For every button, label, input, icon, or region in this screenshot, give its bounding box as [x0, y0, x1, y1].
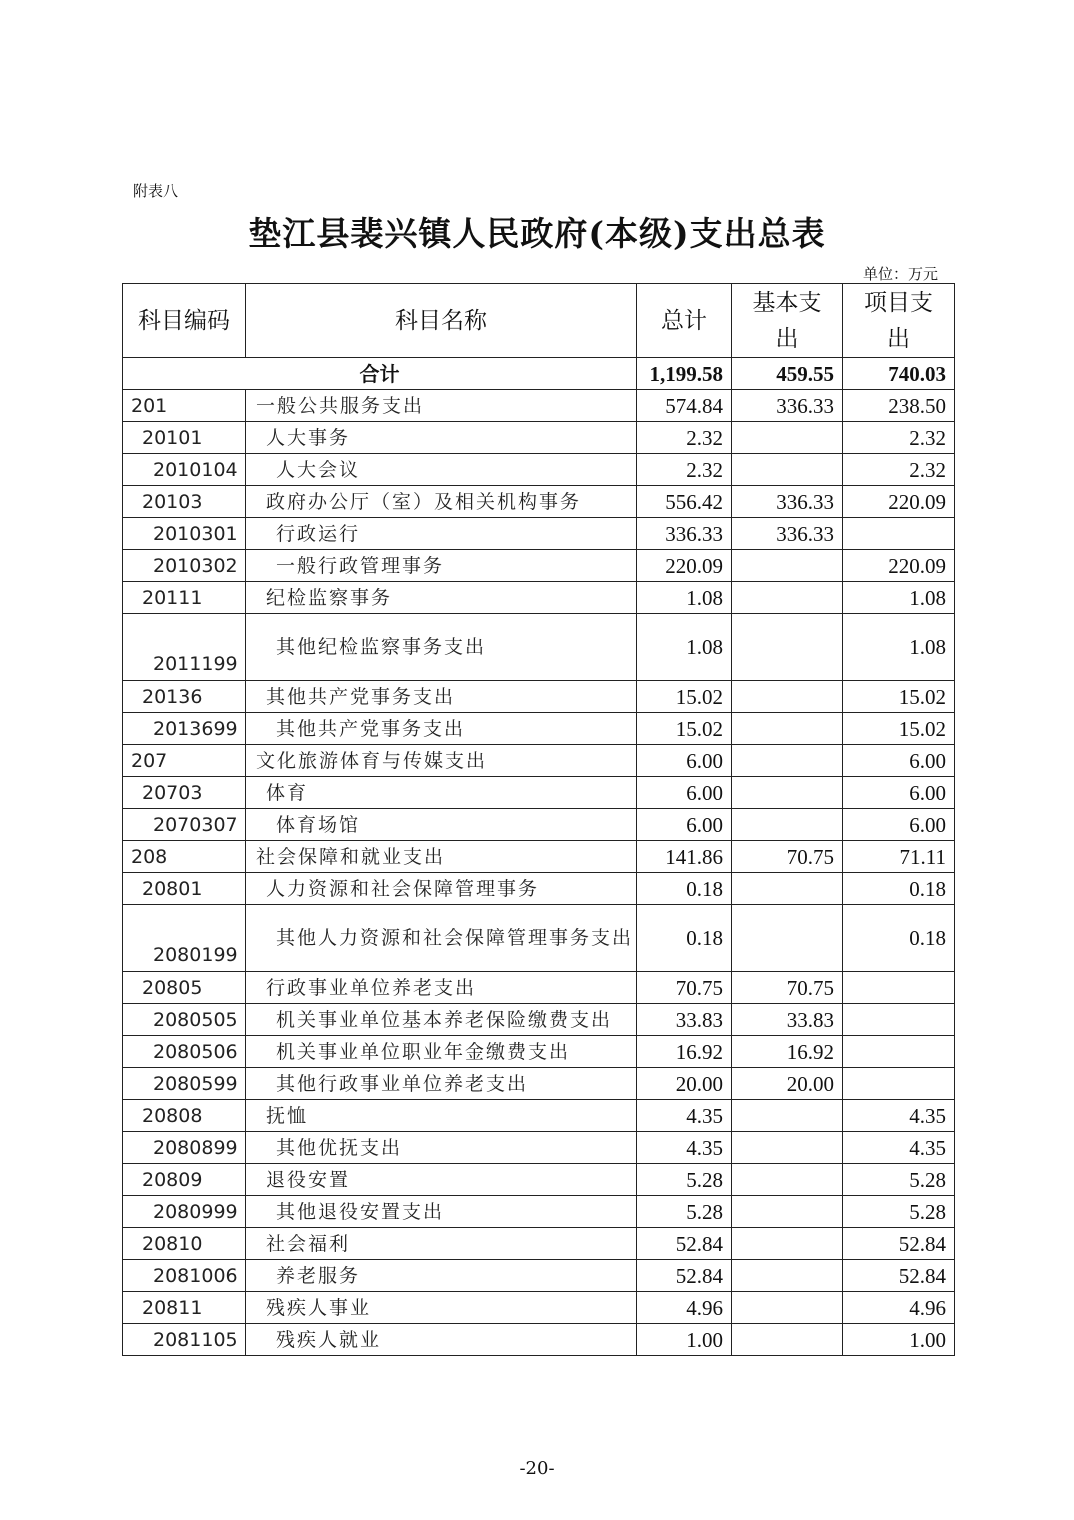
- row-basic: [732, 809, 843, 841]
- row-code: 208: [123, 841, 246, 873]
- row-basic: 33.83: [732, 1004, 843, 1036]
- table-row: [123, 1228, 955, 1260]
- row-code: 20703: [123, 777, 246, 809]
- row-total: 33.83: [637, 1004, 732, 1036]
- row-code: 20808: [123, 1100, 246, 1132]
- table-row: [123, 582, 955, 614]
- row-basic: [732, 745, 843, 777]
- page-title: 垫江县裴兴镇人民政府(本级)支出总表: [248, 214, 826, 253]
- table-row: [123, 972, 955, 1004]
- row-project: 4.96: [843, 1292, 955, 1324]
- row-total: 70.75: [637, 972, 732, 1004]
- row-project: 1.08: [843, 582, 955, 614]
- header-code: 科目编码: [123, 284, 246, 358]
- row-total: 4.96: [637, 1292, 732, 1324]
- row-project: 52.84: [843, 1260, 955, 1292]
- row-name: 其他共产党事务支出: [246, 713, 637, 745]
- row-code: 2010104: [123, 454, 246, 486]
- row-total: 0.18: [637, 905, 732, 972]
- row-project: 220.09: [843, 550, 955, 582]
- row-basic: [732, 422, 843, 454]
- row-basic: [732, 713, 843, 745]
- row-total: 15.02: [637, 681, 732, 713]
- row-project: 238.50: [843, 390, 955, 422]
- row-code: 20810: [123, 1228, 246, 1260]
- table-row: [123, 550, 955, 582]
- row-basic: [732, 1132, 843, 1164]
- row-total: 2.32: [637, 422, 732, 454]
- row-project: 6.00: [843, 809, 955, 841]
- row-total: 5.28: [637, 1164, 732, 1196]
- row-code: 2080506: [123, 1036, 246, 1068]
- row-project: 6.00: [843, 745, 955, 777]
- header-project: [843, 284, 955, 358]
- row-basic: 70.75: [732, 972, 843, 1004]
- row-total: 4.35: [637, 1100, 732, 1132]
- row-total: 336.33: [637, 518, 732, 550]
- row-name: 体育场馆: [246, 809, 637, 841]
- table-row: [123, 454, 955, 486]
- row-total: 0.18: [637, 873, 732, 905]
- row-basic: [732, 550, 843, 582]
- row-name: 养老服务: [246, 1260, 637, 1292]
- row-project: 4.35: [843, 1100, 955, 1132]
- total-row: [123, 358, 955, 390]
- row-project: 2.32: [843, 422, 955, 454]
- row-project: [843, 518, 955, 550]
- row-code: 2081006: [123, 1260, 246, 1292]
- row-total: 1.08: [637, 582, 732, 614]
- row-total: 220.09: [637, 550, 732, 582]
- table-row: [123, 390, 955, 422]
- row-name: 一般公共服务支出: [246, 390, 637, 422]
- row-name: 一般行政管理事务: [246, 550, 637, 582]
- row-code: 2080199: [123, 905, 246, 972]
- table-row: [123, 841, 955, 873]
- row-project: [843, 1068, 955, 1100]
- table-row: [123, 1292, 955, 1324]
- row-basic: 336.33: [732, 486, 843, 518]
- header-basic: [732, 284, 843, 358]
- table-row: [123, 1260, 955, 1292]
- row-name: 其他共产党事务支出: [246, 681, 637, 713]
- row-project: 0.18: [843, 873, 955, 905]
- row-basic: [732, 1292, 843, 1324]
- row-code: 2081105: [123, 1324, 246, 1356]
- row-code: 2080505: [123, 1004, 246, 1036]
- total-basic: 459.55: [732, 358, 843, 390]
- total-label: 合计: [123, 358, 637, 390]
- row-total: 1.00: [637, 1324, 732, 1356]
- row-project: [843, 1036, 955, 1068]
- row-basic: [732, 1164, 843, 1196]
- header-project-line1: 项目支: [864, 289, 933, 316]
- row-code: 20811: [123, 1292, 246, 1324]
- annex-label: 附表八: [133, 182, 179, 200]
- table-row: [123, 905, 955, 972]
- row-code: 2011199: [123, 614, 246, 681]
- row-basic: 70.75: [732, 841, 843, 873]
- row-basic: [732, 1324, 843, 1356]
- row-project: 4.35: [843, 1132, 955, 1164]
- row-code: 20801: [123, 873, 246, 905]
- row-total: 16.92: [637, 1036, 732, 1068]
- row-code: 2013699: [123, 713, 246, 745]
- row-name: 其他人力资源和社会保障管理事务支出: [246, 905, 637, 972]
- total-amount: 1,199.58: [637, 358, 732, 390]
- table-row: [123, 745, 955, 777]
- row-project: 2.32: [843, 454, 955, 486]
- row-basic: 336.33: [732, 518, 843, 550]
- table-row: [123, 1132, 955, 1164]
- row-total: 556.42: [637, 486, 732, 518]
- row-total: 52.84: [637, 1260, 732, 1292]
- table-row: [123, 1100, 955, 1132]
- row-total: 4.35: [637, 1132, 732, 1164]
- row-project: [843, 972, 955, 1004]
- row-name: 残疾人就业: [246, 1324, 637, 1356]
- table-row: [123, 1196, 955, 1228]
- table-row: [123, 681, 955, 713]
- row-total: 1.08: [637, 614, 732, 681]
- row-total: 5.28: [637, 1196, 732, 1228]
- row-total: 20.00: [637, 1068, 732, 1100]
- row-basic: [732, 614, 843, 681]
- row-basic: [732, 582, 843, 614]
- table-row: [123, 518, 955, 550]
- row-code: 2080999: [123, 1196, 246, 1228]
- row-name: 纪检监察事务: [246, 582, 637, 614]
- row-name: 体育: [246, 777, 637, 809]
- row-total: 2.32: [637, 454, 732, 486]
- table-row: [123, 713, 955, 745]
- page-number: -20-: [519, 1458, 555, 1479]
- unit-label: 单位：万元: [862, 265, 938, 283]
- row-basic: [732, 905, 843, 972]
- row-code: 20111: [123, 582, 246, 614]
- row-name: 行政事业单位养老支出: [246, 972, 637, 1004]
- total-project: 740.03: [843, 358, 955, 390]
- table-row: [123, 1004, 955, 1036]
- header-name: 科目名称: [246, 284, 637, 358]
- row-total: 6.00: [637, 745, 732, 777]
- row-name: 其他纪检监察事务支出: [246, 614, 637, 681]
- table-row: [123, 486, 955, 518]
- row-basic: 336.33: [732, 390, 843, 422]
- row-project: 1.08: [843, 614, 955, 681]
- row-basic: [732, 454, 843, 486]
- row-basic: [732, 873, 843, 905]
- row-total: 6.00: [637, 777, 732, 809]
- row-code: 2070307: [123, 809, 246, 841]
- header-basic-line2: 出: [775, 325, 799, 352]
- row-code: 20805: [123, 972, 246, 1004]
- row-total: 141.86: [637, 841, 732, 873]
- row-basic: [732, 1228, 843, 1260]
- row-code: 2010302: [123, 550, 246, 582]
- row-code: 20101: [123, 422, 246, 454]
- row-code: 20136: [123, 681, 246, 713]
- header-basic-line1: 基本支: [752, 289, 822, 316]
- table-row: [123, 873, 955, 905]
- row-basic: [732, 777, 843, 809]
- row-project: 220.09: [843, 486, 955, 518]
- row-name: 机关事业单位职业年金缴费支出: [246, 1036, 637, 1068]
- row-basic: [732, 1100, 843, 1132]
- row-name: 人大会议: [246, 454, 637, 486]
- row-code: 20809: [123, 1164, 246, 1196]
- row-basic: [732, 681, 843, 713]
- table-row: [123, 777, 955, 809]
- row-name: 行政运行: [246, 518, 637, 550]
- table-row: [123, 1324, 955, 1356]
- row-name: 残疾人事业: [246, 1292, 637, 1324]
- row-code: 201: [123, 390, 246, 422]
- row-total: 574.84: [637, 390, 732, 422]
- row-basic: [732, 1260, 843, 1292]
- table-row: [123, 809, 955, 841]
- row-name: 政府办公厅（室）及相关机构事务: [246, 486, 637, 518]
- row-basic: [732, 1196, 843, 1228]
- table-row: [123, 1164, 955, 1196]
- row-code: 207: [123, 745, 246, 777]
- row-code: 2080899: [123, 1132, 246, 1164]
- row-project: 5.28: [843, 1164, 955, 1196]
- row-name: 其他行政事业单位养老支出: [246, 1068, 637, 1100]
- row-project: [843, 1004, 955, 1036]
- header-row: [123, 284, 955, 358]
- header-project-line2: 出: [887, 325, 910, 352]
- row-code: 20103: [123, 486, 246, 518]
- row-basic: 16.92: [732, 1036, 843, 1068]
- row-name: 社会保障和就业支出: [246, 841, 637, 873]
- row-project: 15.02: [843, 681, 955, 713]
- row-project: 52.84: [843, 1228, 955, 1260]
- row-name: 社会福利: [246, 1228, 637, 1260]
- row-name: 机关事业单位基本养老保险缴费支出: [246, 1004, 637, 1036]
- table-row: [123, 1036, 955, 1068]
- row-project: 71.11: [843, 841, 955, 873]
- row-project: 1.00: [843, 1324, 955, 1356]
- row-project: 0.18: [843, 905, 955, 972]
- row-name: 抚恤: [246, 1100, 637, 1132]
- row-name: 退役安置: [246, 1164, 637, 1196]
- expenditure-table: [122, 283, 955, 1356]
- row-project: 6.00: [843, 777, 955, 809]
- row-name: 人力资源和社会保障管理事务: [246, 873, 637, 905]
- row-name: 人大事务: [246, 422, 637, 454]
- table-row: [123, 1068, 955, 1100]
- row-basic: 20.00: [732, 1068, 843, 1100]
- row-project: 5.28: [843, 1196, 955, 1228]
- row-code: 2080599: [123, 1068, 246, 1100]
- row-project: 15.02: [843, 713, 955, 745]
- row-total: 6.00: [637, 809, 732, 841]
- header-total: 总计: [637, 284, 732, 358]
- row-total: 52.84: [637, 1228, 732, 1260]
- row-name: 文化旅游体育与传媒支出: [246, 745, 637, 777]
- row-total: 15.02: [637, 713, 732, 745]
- table-row: [123, 614, 955, 681]
- row-name: 其他优抚支出: [246, 1132, 637, 1164]
- row-code: 2010301: [123, 518, 246, 550]
- table-row: [123, 422, 955, 454]
- row-name: 其他退役安置支出: [246, 1196, 637, 1228]
